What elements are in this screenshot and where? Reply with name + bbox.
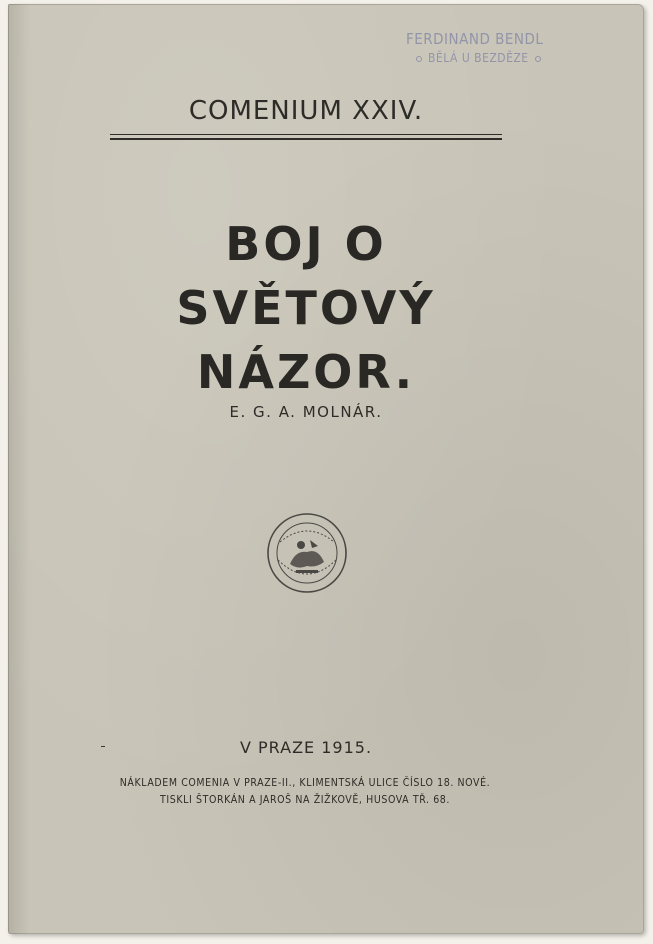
margin-mark: [101, 746, 105, 747]
publisher-seal-icon: [266, 512, 348, 594]
header-rule-thick: [110, 138, 502, 140]
header-rule-thin: [110, 134, 502, 135]
book-title-line-1: BOJ O SVĚTOVÝ: [176, 217, 436, 335]
owner-stamp-place: BĚLÁ U BEZDĚZE: [428, 51, 529, 65]
series-title: COMENIUM XXIV.: [188, 96, 424, 126]
cover-edge-shadow: [8, 4, 30, 934]
book-title: [100, 212, 512, 404]
imprint: [95, 775, 515, 809]
stamp-dot-icon: [535, 56, 541, 62]
imprint-line-2: TISKLI ŠTORKÁN A JAROŠ NA ŽIŽKOVĚ, HUSOVA TŘ. 68.: [159, 794, 451, 806]
owner-stamp-place-row: [410, 51, 580, 65]
stamp-dot-icon: [416, 56, 422, 62]
author: E. G. A. MOLNÁR.: [229, 403, 383, 421]
imprint-line-1: NÁKLADEM COMENIA V PRAZE-II., KLIMENTSKÁ ULICE ČÍSLO 18. NOVÉ.: [119, 777, 491, 789]
owner-stamp-name: FERDINAND BENDL: [406, 30, 544, 48]
book-title-line-2: NÁZOR.: [196, 345, 416, 399]
place-year: V PRAZE 1915.: [239, 738, 373, 757]
owner-stamp: [400, 30, 580, 65]
